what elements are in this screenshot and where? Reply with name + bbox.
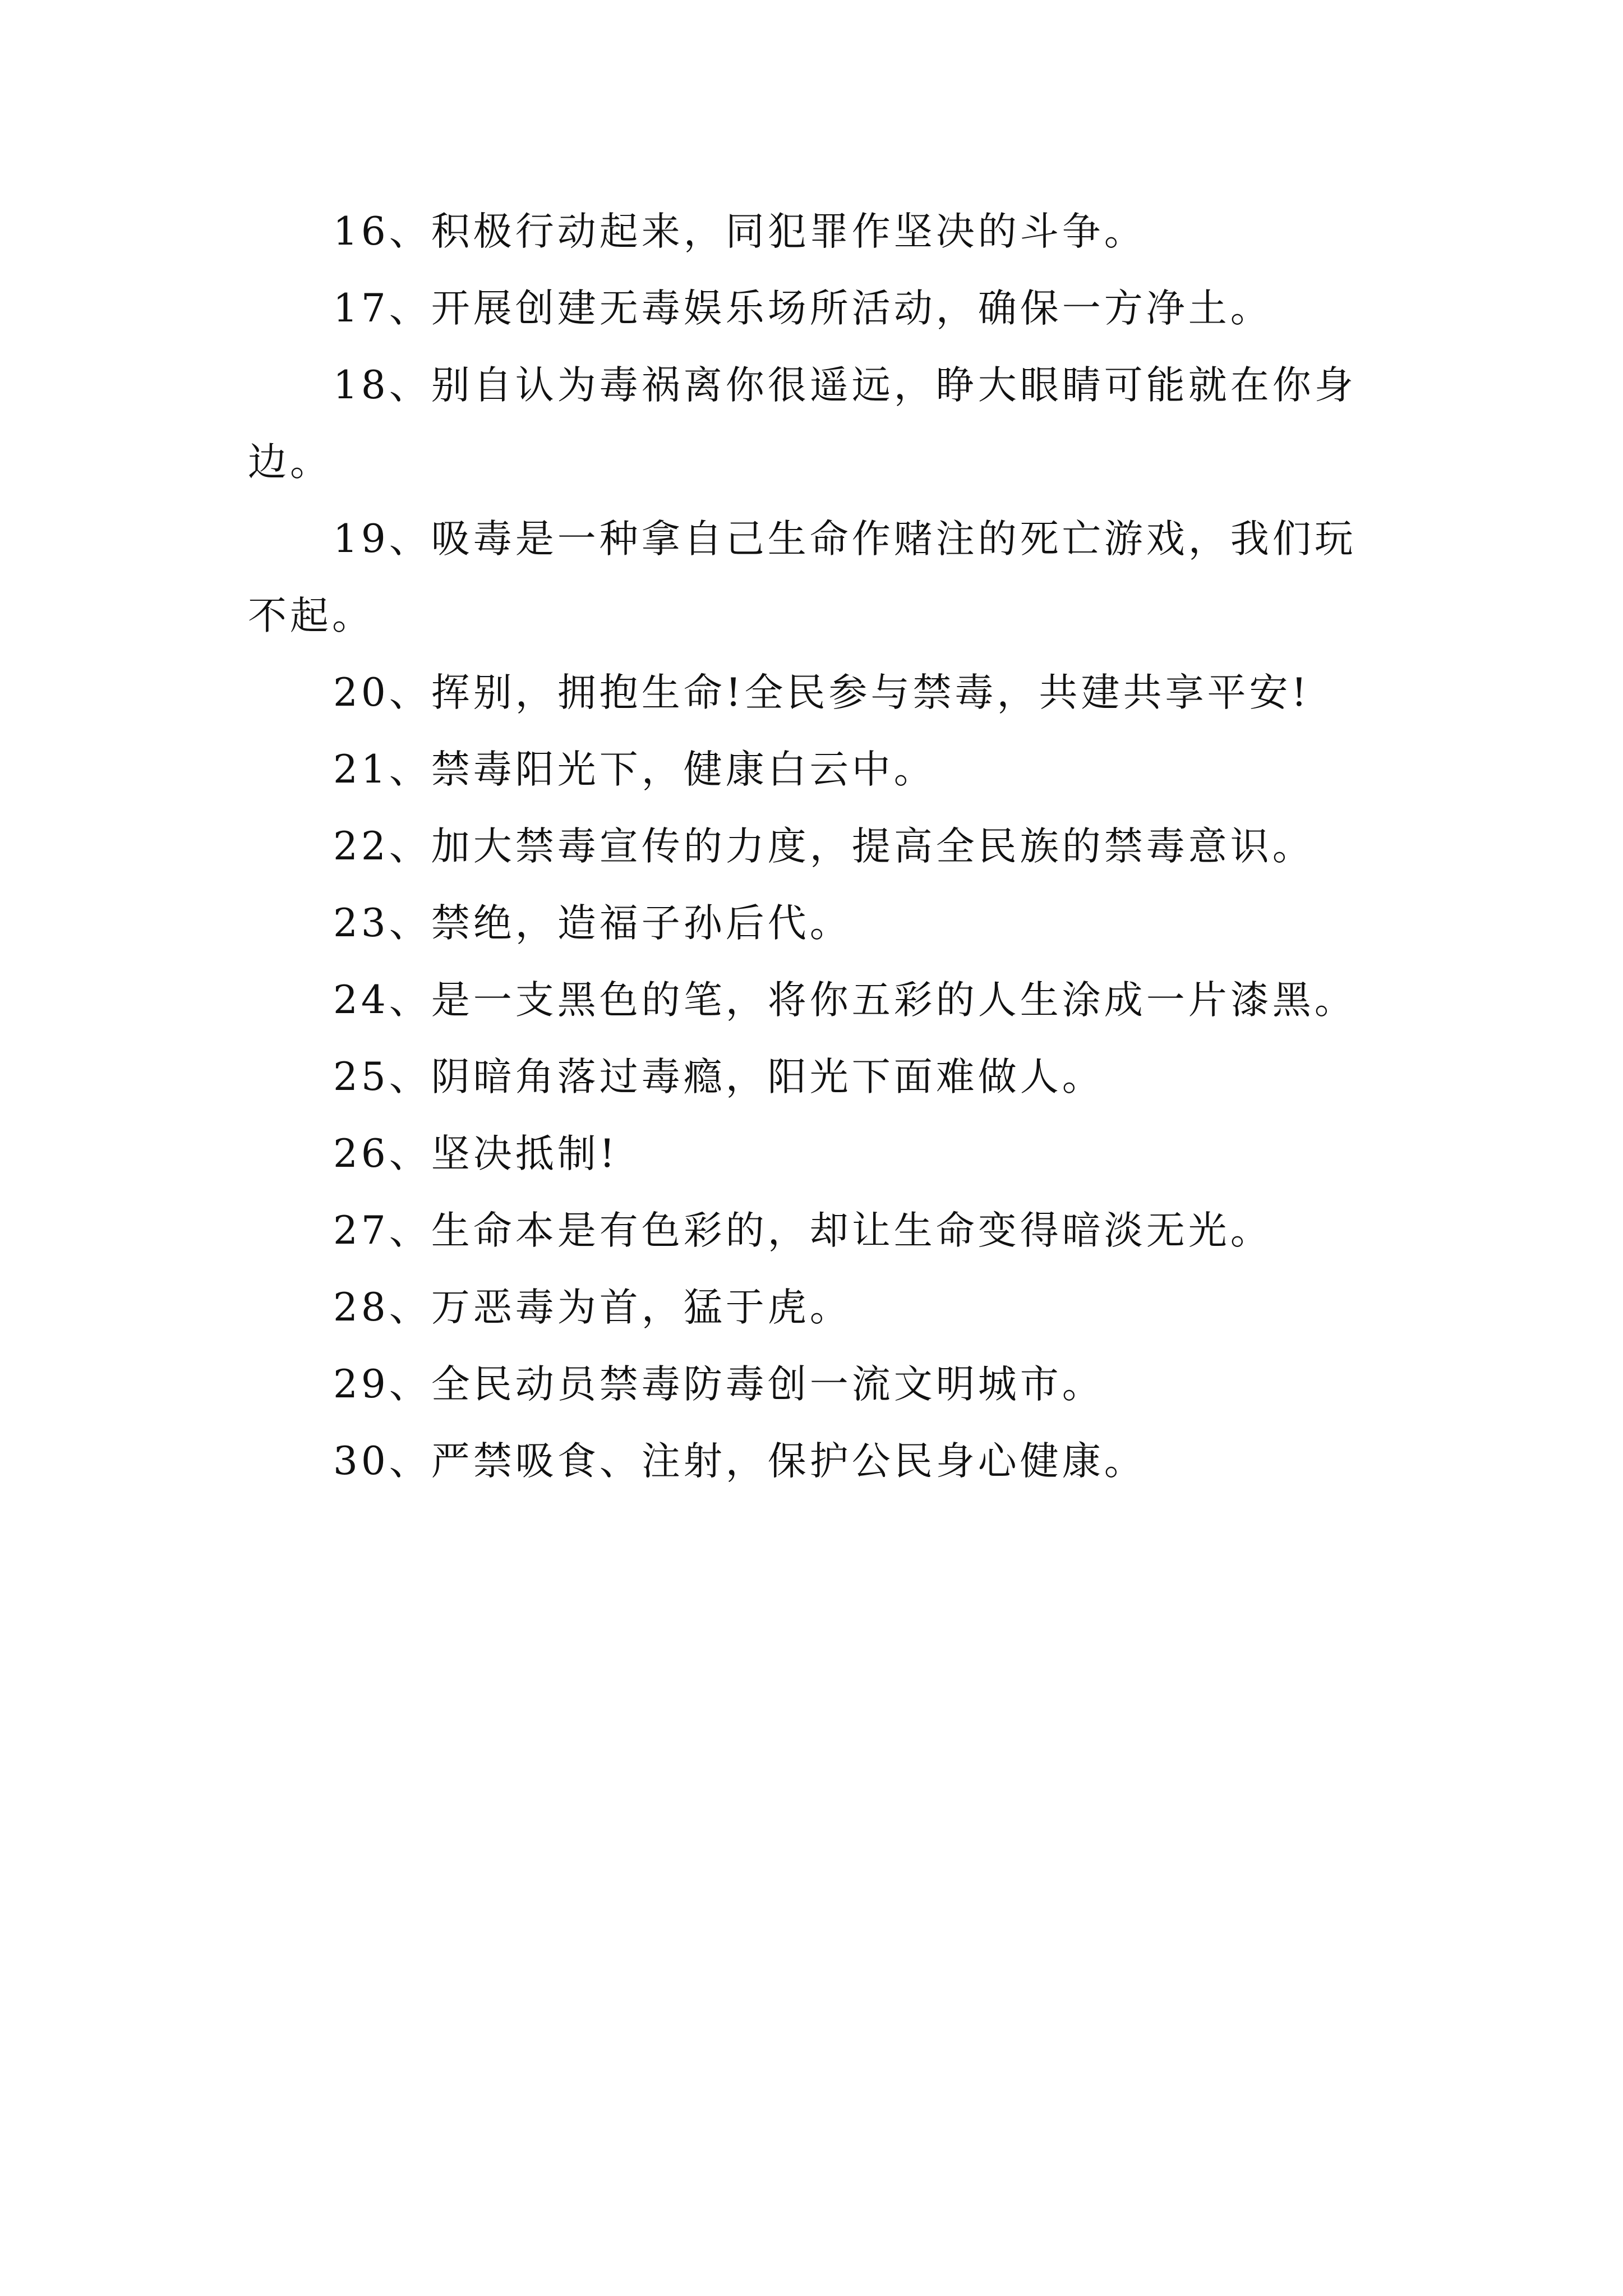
slogan-list [248, 194, 1392, 1500]
slogan-item-27: 27、生命本是有色彩的，却让生命变得暗淡无光。 [333, 1208, 1272, 1253]
slogan-item-22: 22、加大禁毒宣传的力度，提高全民族的禁毒意识。 [333, 824, 1315, 869]
slogan-item-19: 19、吸毒是一种拿自己生命作赌注的死亡游戏，我们玩不起。 [248, 517, 1357, 638]
slogan-item-23: 23、禁绝，造福子孙后代。 [333, 901, 852, 946]
slogan-item-16: 16、积极行动起来，同犯罪作坚决的斗争。 [333, 209, 1146, 254]
slogan-item-30: 30、严禁吸食、注射，保护公民身心健康。 [333, 1439, 1146, 1484]
slogan-item-20: 20、挥别，拥抱生命!全民参与禁毒，共建共享平安! [333, 670, 1311, 715]
slogan-item-28: 28、万恶毒为首，猛于虎。 [333, 1285, 852, 1330]
slogan-item-26: 26、坚决抵制! [333, 1131, 619, 1176]
slogan-item-25: 25、阴暗角落过毒瘾，阳光下面难做人。 [333, 1055, 1104, 1099]
slogan-item-24: 24、是一支黑色的笔，将你五彩的人生涂成一片漆黑。 [333, 978, 1357, 1023]
slogan-item-17: 17、开展创建无毒娱乐场所活动，确保一方净土。 [333, 286, 1272, 331]
slogan-item-29: 29、全民动员禁毒防毒创一流文明城市。 [333, 1362, 1104, 1407]
slogan-item-18: 18、别自认为毒祸离你很遥远，睁大眼睛可能就在你身边。 [248, 363, 1357, 485]
slogan-item-21: 21、禁毒阳光下，健康白云中。 [333, 747, 936, 792]
